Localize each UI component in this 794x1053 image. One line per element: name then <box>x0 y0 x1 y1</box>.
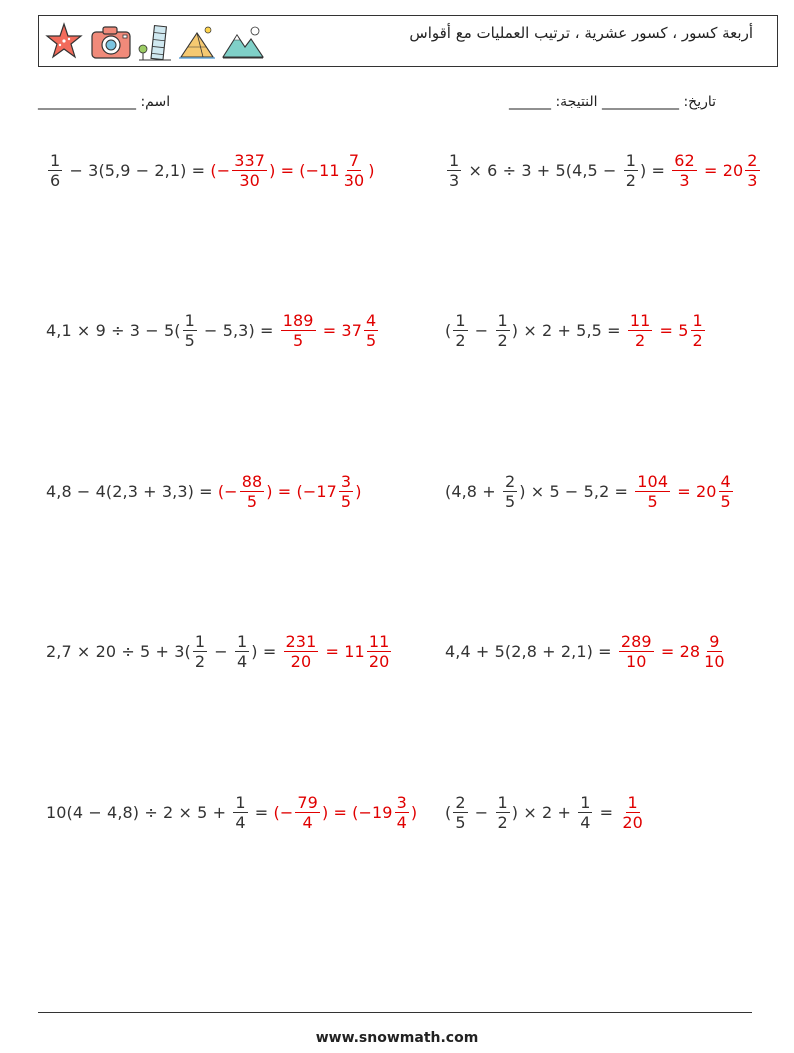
problem-3 <box>46 304 380 356</box>
answer <box>626 311 707 350</box>
fraction-numerator: 1 <box>50 150 61 170</box>
header-icons <box>43 21 265 63</box>
expression-text: ( <box>445 320 452 340</box>
fraction-numerator: 1 <box>627 792 638 812</box>
fraction-numerator: 4 <box>365 310 377 330</box>
expression-text: − 5,3) = <box>198 320 279 340</box>
fraction-denominator: 10 <box>704 651 725 671</box>
expression-text: ) = (−11 <box>269 160 340 180</box>
fraction-denominator: 5 <box>504 491 516 511</box>
fraction <box>745 151 759 190</box>
fraction <box>235 632 249 671</box>
fraction-numerator: 2 <box>504 471 516 491</box>
fraction-numerator: 1 <box>625 150 637 170</box>
expression-text: ) <box>355 481 362 501</box>
fraction-numerator: 88 <box>241 471 263 491</box>
fraction <box>503 472 517 511</box>
fraction-denominator: 2 <box>455 330 466 350</box>
answer <box>274 793 418 832</box>
fraction-denominator: 2 <box>194 651 206 671</box>
fraction-denominator: 20 <box>622 812 643 832</box>
answer <box>282 632 394 671</box>
fraction-numerator: 62 <box>674 150 695 170</box>
answer <box>617 632 729 671</box>
fraction-numerator: 1 <box>497 310 508 330</box>
problem-9 <box>46 786 417 838</box>
fraction-numerator: 1 <box>580 792 591 812</box>
date-score-field: ______ :تاريخ: ___________ النتيجة <box>509 94 717 110</box>
expression-text: 10(4 − 4,8) ÷ 2 × 5 + <box>46 802 232 822</box>
fraction <box>395 793 409 832</box>
fraction-denominator: 3 <box>679 170 690 190</box>
fraction <box>339 472 353 511</box>
fraction-numerator: 1 <box>194 631 206 651</box>
fraction <box>628 311 653 350</box>
fraction-numerator: 1 <box>184 310 195 330</box>
problem-8 <box>445 625 729 677</box>
expression-text: (− <box>210 160 231 180</box>
expression-text: = 5 <box>654 320 689 340</box>
fraction-numerator: 1 <box>497 792 508 812</box>
fraction <box>232 151 267 190</box>
fraction-denominator: 3 <box>449 170 460 190</box>
expression-text: − 3(5,9 − 2,1) = <box>64 160 211 180</box>
fraction-denominator: 20 <box>368 651 390 671</box>
fraction <box>447 151 461 190</box>
expression-text: − <box>209 641 234 661</box>
fraction-denominator: 5 <box>184 330 195 350</box>
fraction <box>281 311 316 350</box>
fraction-denominator: 2 <box>634 330 646 350</box>
fraction <box>364 311 378 350</box>
fraction <box>453 311 467 350</box>
problem-1 <box>46 144 375 196</box>
expression-text: × 6 ÷ 3 + 5(4,5 − <box>463 160 622 180</box>
expression-text: − <box>469 320 494 340</box>
expression-text: = 37 <box>317 320 362 340</box>
fraction-numerator: 3 <box>396 792 407 812</box>
expression-text: ) = <box>640 160 671 180</box>
fraction-denominator: 20 <box>290 651 312 671</box>
fraction <box>233 793 247 832</box>
fraction-denominator: 5 <box>365 330 377 350</box>
fraction-denominator: 4 <box>235 812 246 832</box>
fraction-numerator: 1 <box>237 631 248 651</box>
fraction-denominator: 30 <box>343 170 365 190</box>
expression-text: = 20 <box>698 160 744 180</box>
fraction-denominator: 4 <box>237 651 248 671</box>
pyramid-icon <box>177 21 217 63</box>
fraction-numerator: 2 <box>747 150 758 170</box>
fraction <box>284 632 319 671</box>
fraction-numerator: 337 <box>234 150 266 170</box>
answer <box>218 472 362 511</box>
fraction-numerator: 231 <box>285 631 317 651</box>
expression-text: ) <box>368 160 375 180</box>
fraction-denominator: 10 <box>625 651 647 671</box>
fraction-denominator: 4 <box>396 812 407 832</box>
fraction-numerator: 11 <box>368 631 390 651</box>
expression-text: 4,1 × 9 ÷ 3 − 5( <box>46 320 181 340</box>
fraction <box>295 793 320 832</box>
fraction-numerator: 289 <box>620 631 652 651</box>
problem-10 <box>445 786 647 838</box>
header-box <box>38 15 778 67</box>
fraction-denominator: 2 <box>497 330 508 350</box>
fraction <box>635 472 670 511</box>
fraction <box>367 632 392 671</box>
fraction-denominator: 2 <box>497 812 508 832</box>
fraction <box>342 151 367 190</box>
fraction <box>496 793 510 832</box>
fraction-denominator: 5 <box>292 330 304 350</box>
fraction-denominator: 5 <box>720 491 731 511</box>
camera-icon <box>89 21 133 63</box>
expression-text: ) <box>410 802 418 822</box>
expression-text: ) × 2 + 5,5 = <box>511 320 626 340</box>
fraction-numerator: 1 <box>455 310 466 330</box>
fraction-numerator: 189 <box>282 310 314 330</box>
expression-text: ) = <box>251 641 282 661</box>
footer-divider <box>38 1012 752 1013</box>
fraction <box>48 151 62 190</box>
fraction-numerator: 1 <box>449 150 460 170</box>
fraction-numerator: 9 <box>709 631 720 651</box>
fraction-denominator: 2 <box>692 330 703 350</box>
expression-text: = 11 <box>320 641 365 661</box>
fraction <box>719 472 733 511</box>
fraction <box>624 151 638 190</box>
fraction-denominator: 4 <box>580 812 591 832</box>
expression-text: ) = (−19 <box>321 802 393 822</box>
answer <box>618 793 647 832</box>
expression-text: 2,7 × 20 ÷ 5 + 3( <box>46 641 191 661</box>
fraction-denominator: 2 <box>625 170 637 190</box>
fraction-denominator: 5 <box>647 491 658 511</box>
expression-text: 4,4 + 5(2,8 + 2,1) = <box>445 641 617 661</box>
answer <box>670 151 761 190</box>
fraction-numerator: 104 <box>637 471 669 491</box>
fraction-numerator: 3 <box>340 471 352 491</box>
fraction-numerator: 7 <box>348 150 360 170</box>
problem-4 <box>445 304 707 356</box>
problem-5 <box>46 465 362 517</box>
expression-text: ) × 5 − 5,2 = <box>519 481 634 501</box>
expression-text: ( <box>445 802 452 822</box>
problem-2 <box>445 144 762 196</box>
answer <box>633 472 735 511</box>
mountains-icon <box>221 21 265 63</box>
fraction-denominator: 5 <box>455 812 466 832</box>
name-field: ______________ :اسم <box>38 94 171 110</box>
fraction-numerator: 11 <box>629 310 651 330</box>
fraction <box>183 311 197 350</box>
fraction <box>619 632 654 671</box>
fraction-denominator: 5 <box>340 491 352 511</box>
expression-text: 4,8 − 4(2,3 + 3,3) = <box>46 481 218 501</box>
fraction-numerator: 1 <box>692 310 703 330</box>
fraction <box>240 472 265 511</box>
expression-text: = <box>594 802 619 822</box>
fraction <box>620 793 645 832</box>
fraction <box>672 151 697 190</box>
fraction-denominator: 5 <box>246 491 258 511</box>
problem-6 <box>445 465 735 517</box>
expression-text: (− <box>273 802 294 822</box>
fraction-denominator: 3 <box>747 170 758 190</box>
fraction <box>691 311 705 350</box>
fraction <box>453 793 467 832</box>
expression-text: = 28 <box>655 641 701 661</box>
fraction-numerator: 4 <box>720 471 731 491</box>
starfish-icon <box>43 21 85 63</box>
fraction-denominator: 30 <box>239 170 260 190</box>
fraction-numerator: 2 <box>455 792 466 812</box>
answer <box>210 151 374 190</box>
expression-text: = <box>249 802 274 822</box>
worksheet-title: أربعة كسور ، كسور عشرية ، ترتيب العمليات مع أقواس <box>409 24 753 42</box>
fraction <box>496 311 510 350</box>
expression-text: ) = (−17 <box>266 481 337 501</box>
fraction-numerator: 1 <box>235 792 246 812</box>
footer-website: www.snowmath.com <box>315 1030 479 1046</box>
expression-text: ) × 2 + <box>511 802 577 822</box>
expression-text: = 20 <box>672 481 717 501</box>
problem-7 <box>46 625 393 677</box>
fraction <box>702 632 727 671</box>
fraction-denominator: 4 <box>302 812 313 832</box>
fraction <box>193 632 207 671</box>
expression-text: − <box>469 802 494 822</box>
expression-text: (4,8 + <box>445 481 501 501</box>
answer <box>279 311 381 350</box>
fraction-numerator: 79 <box>297 792 318 812</box>
expression-text: (− <box>217 481 238 501</box>
fraction-denominator: 6 <box>50 170 61 190</box>
leaning-tower-icon <box>137 21 173 63</box>
fraction <box>578 793 592 832</box>
